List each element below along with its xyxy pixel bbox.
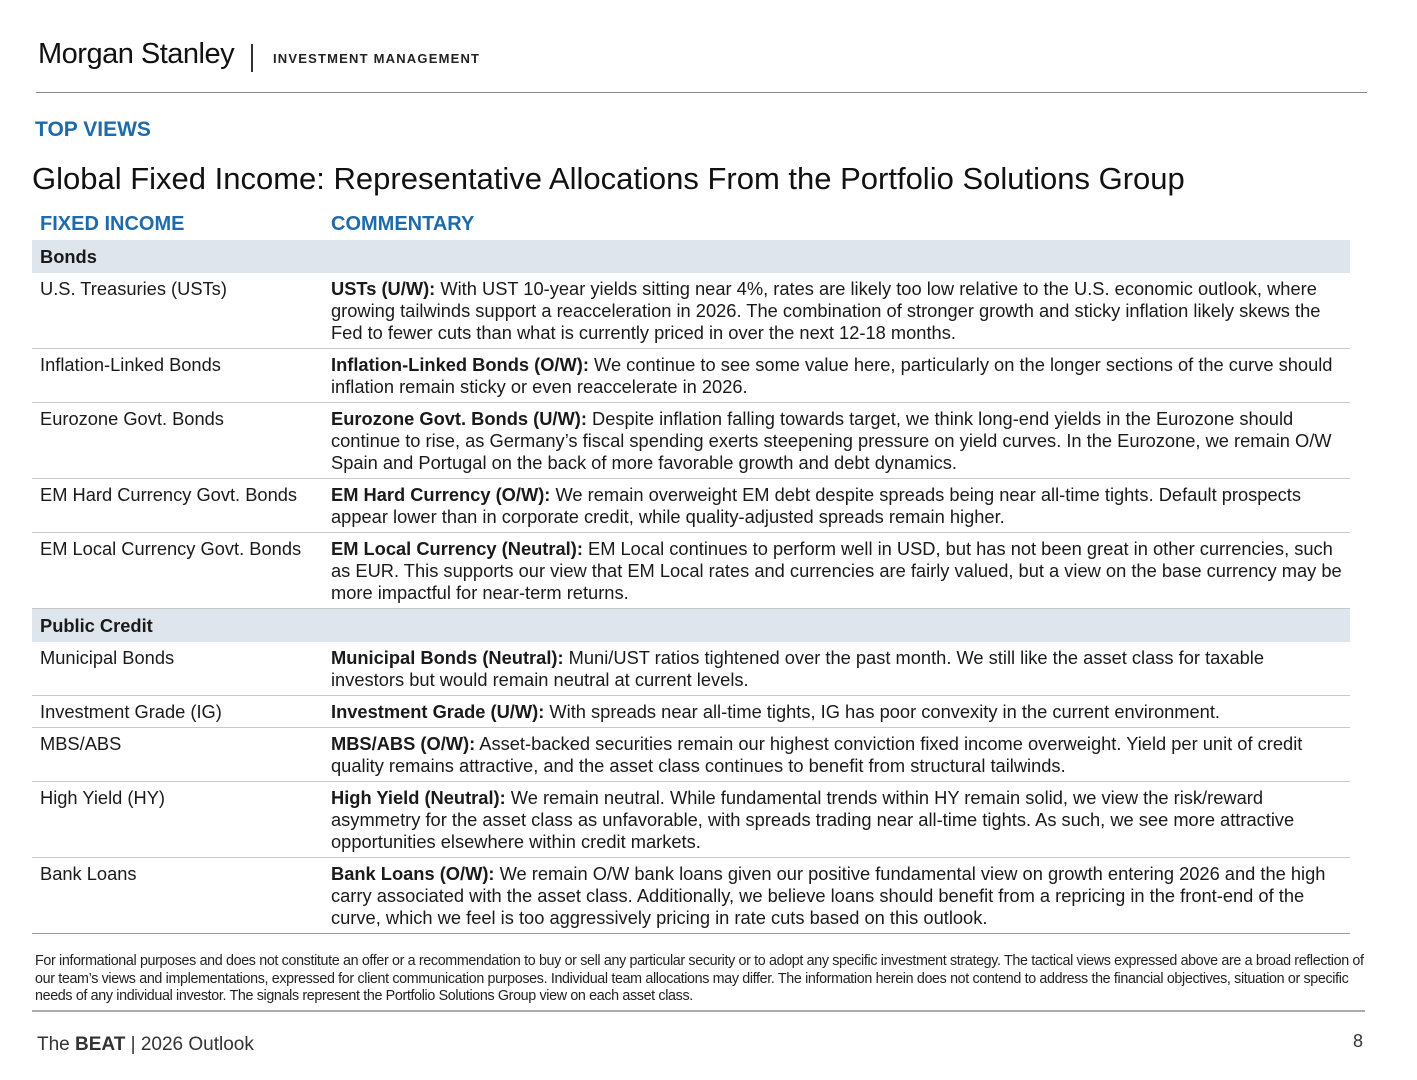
table-row [32,696,1350,728]
commentary [323,782,1350,858]
section-label: TOP VIEWS [35,118,151,141]
asset-class: Inflation-Linked Bonds [32,349,323,403]
table-row [32,479,1350,533]
group-header-row [32,240,1350,273]
group-header-row [32,609,1350,643]
commentary-text: We remain overweight EM debt despite spreads being near all-time tights. Default prospects appear lower than in corporate credit, while quality-adjusted spreads remain higher. [331,484,1301,527]
asset-class: Municipal Bonds [32,642,323,696]
footer-rule [32,1010,1365,1012]
commentary-text: With spreads near all-time tights, IG has poor convexity in the current environment. [544,701,1221,722]
table-row [32,273,1350,349]
commentary-text: Asset-backed securities remain our highest conviction fixed income overweight. Yield per unit of credit quality remains attractive, and the asset class continues to benefit from structural tailwinds. [331,733,1303,776]
asset-class: Investment Grade (IG) [32,696,323,728]
commentary-text: EM Local continues to perform well in USD, but has not been great in other currencies, such as EUR. This supports our view that EM Local rates and currencies are fairly valued, but a view on the base currency may be more impactful for near-term returns. [331,538,1342,603]
asset-class: U.S. Treasuries (USTs) [32,273,323,349]
view-label: EM Local Currency (Neutral): [331,538,583,559]
column-header-commentary: COMMENTARY [331,213,475,235]
footer-post: | 2026 Outlook [125,1034,254,1055]
commentary [323,349,1350,403]
allocations-table [32,211,1350,934]
asset-class: MBS/ABS [32,728,323,782]
commentary [323,479,1350,533]
table-row [32,533,1350,609]
footer-title [37,1034,254,1056]
commentary-text: Despite inflation falling towards target, we think long-end yields in the Eurozone should continue to rise, as Germany’s fiscal spending exerts steepening pressure on yield curves. In the Eurozone, we remain O/W Spain and Portugal on the back of more favorable growth and debt dynamics. [331,408,1332,473]
commentary-text: We continue to see some value here, particularly on the longer sections of the curve should inflation remain sticky or even reaccelerate in 2026. [331,354,1333,397]
view-label: Bank Loans (O/W): [331,863,495,884]
commentary [323,642,1350,696]
disclaimer: For informational purposes and does not constitute an offer or a recommendation to buy or sell any particular security or to adopt any specific investment strategy. The tactical views expressed above are a broad reflection of our team’s views and implementations, expressed for client communication purposes. Individual team allocations may differ. The information herein does not contend to address the financial objectives, situation or specific needs of any individual investor. The signals represent the Portfolio Solutions Group view on each asset class. [35,953,1364,1004]
view-label: MBS/ABS (O/W): [331,733,476,754]
brand-logo: Morgan Stanley [38,38,235,70]
view-label: Municipal Bonds (Neutral): [331,647,564,668]
commentary-text: We remain O/W bank loans given our positive fundamental view on growth entering 2026 and the high carry associated with the asset class. Additionally, we believe loans should benefit from a repricing in the front-end of the curve, which we feel is too aggressively pricing in rate cuts based on this outlook. [331,863,1326,928]
commentary-text: With UST 10-year yields sitting near 4%, rates are likely too low relative to the U.S. economic outlook, where growing tailwinds support a reacceleration in 2026. The combination of stronger growth and sticky inflation likely skews the Fed to fewer cuts than what is currently priced in over the next 12-18 months. [331,278,1321,343]
header-rule [36,92,1367,93]
view-label: Inflation-Linked Bonds (O/W): [331,354,589,375]
view-label: USTs (U/W): [331,278,436,299]
view-label: High Yield (Neutral): [331,787,506,808]
footer-bold: BEAT [75,1034,126,1055]
commentary [323,696,1350,728]
view-label: Eurozone Govt. Bonds (U/W): [331,408,587,429]
view-label: EM Hard Currency (O/W): [331,484,551,505]
logo-divider [251,44,253,72]
group-name: Bonds [32,240,1350,273]
commentary [323,403,1350,479]
commentary [323,533,1350,609]
view-label: Investment Grade (U/W): [331,701,545,722]
asset-class: Eurozone Govt. Bonds [32,403,323,479]
footer-pre: The [37,1034,76,1055]
commentary [323,273,1350,349]
table-row [32,642,1350,696]
table-row [32,858,1350,934]
commentary [323,728,1350,782]
brand-subtitle: INVESTMENT MANAGEMENT [273,51,481,66]
asset-class: High Yield (HY) [32,782,323,858]
table-row [32,349,1350,403]
table-row [32,782,1350,858]
asset-class: EM Local Currency Govt. Bonds [32,533,323,609]
column-header-fixed-income: FIXED INCOME [40,213,185,235]
table-row [32,728,1350,782]
commentary-text: Muni/UST ratios tightened over the past month. We still like the asset class for taxable investors but would remain neutral at current levels. [331,647,1265,690]
asset-class: EM Hard Currency Govt. Bonds [32,479,323,533]
asset-class: Bank Loans [32,858,323,934]
commentary [323,858,1350,934]
table-row [32,403,1350,479]
page-number: 8 [1353,1031,1364,1051]
commentary-text: We remain neutral. While fundamental trends within HY remain solid, we view the risk/reward asymmetry for the asset class as unfavorable, with spreads trading near all-time tights. As such, we see more attractive opportunities elsewhere within credit markets. [331,787,1295,852]
group-name: Public Credit [32,609,1350,643]
page-title: Global Fixed Income: Representative Allocations From the Portfolio Solutions Group [32,161,1185,196]
